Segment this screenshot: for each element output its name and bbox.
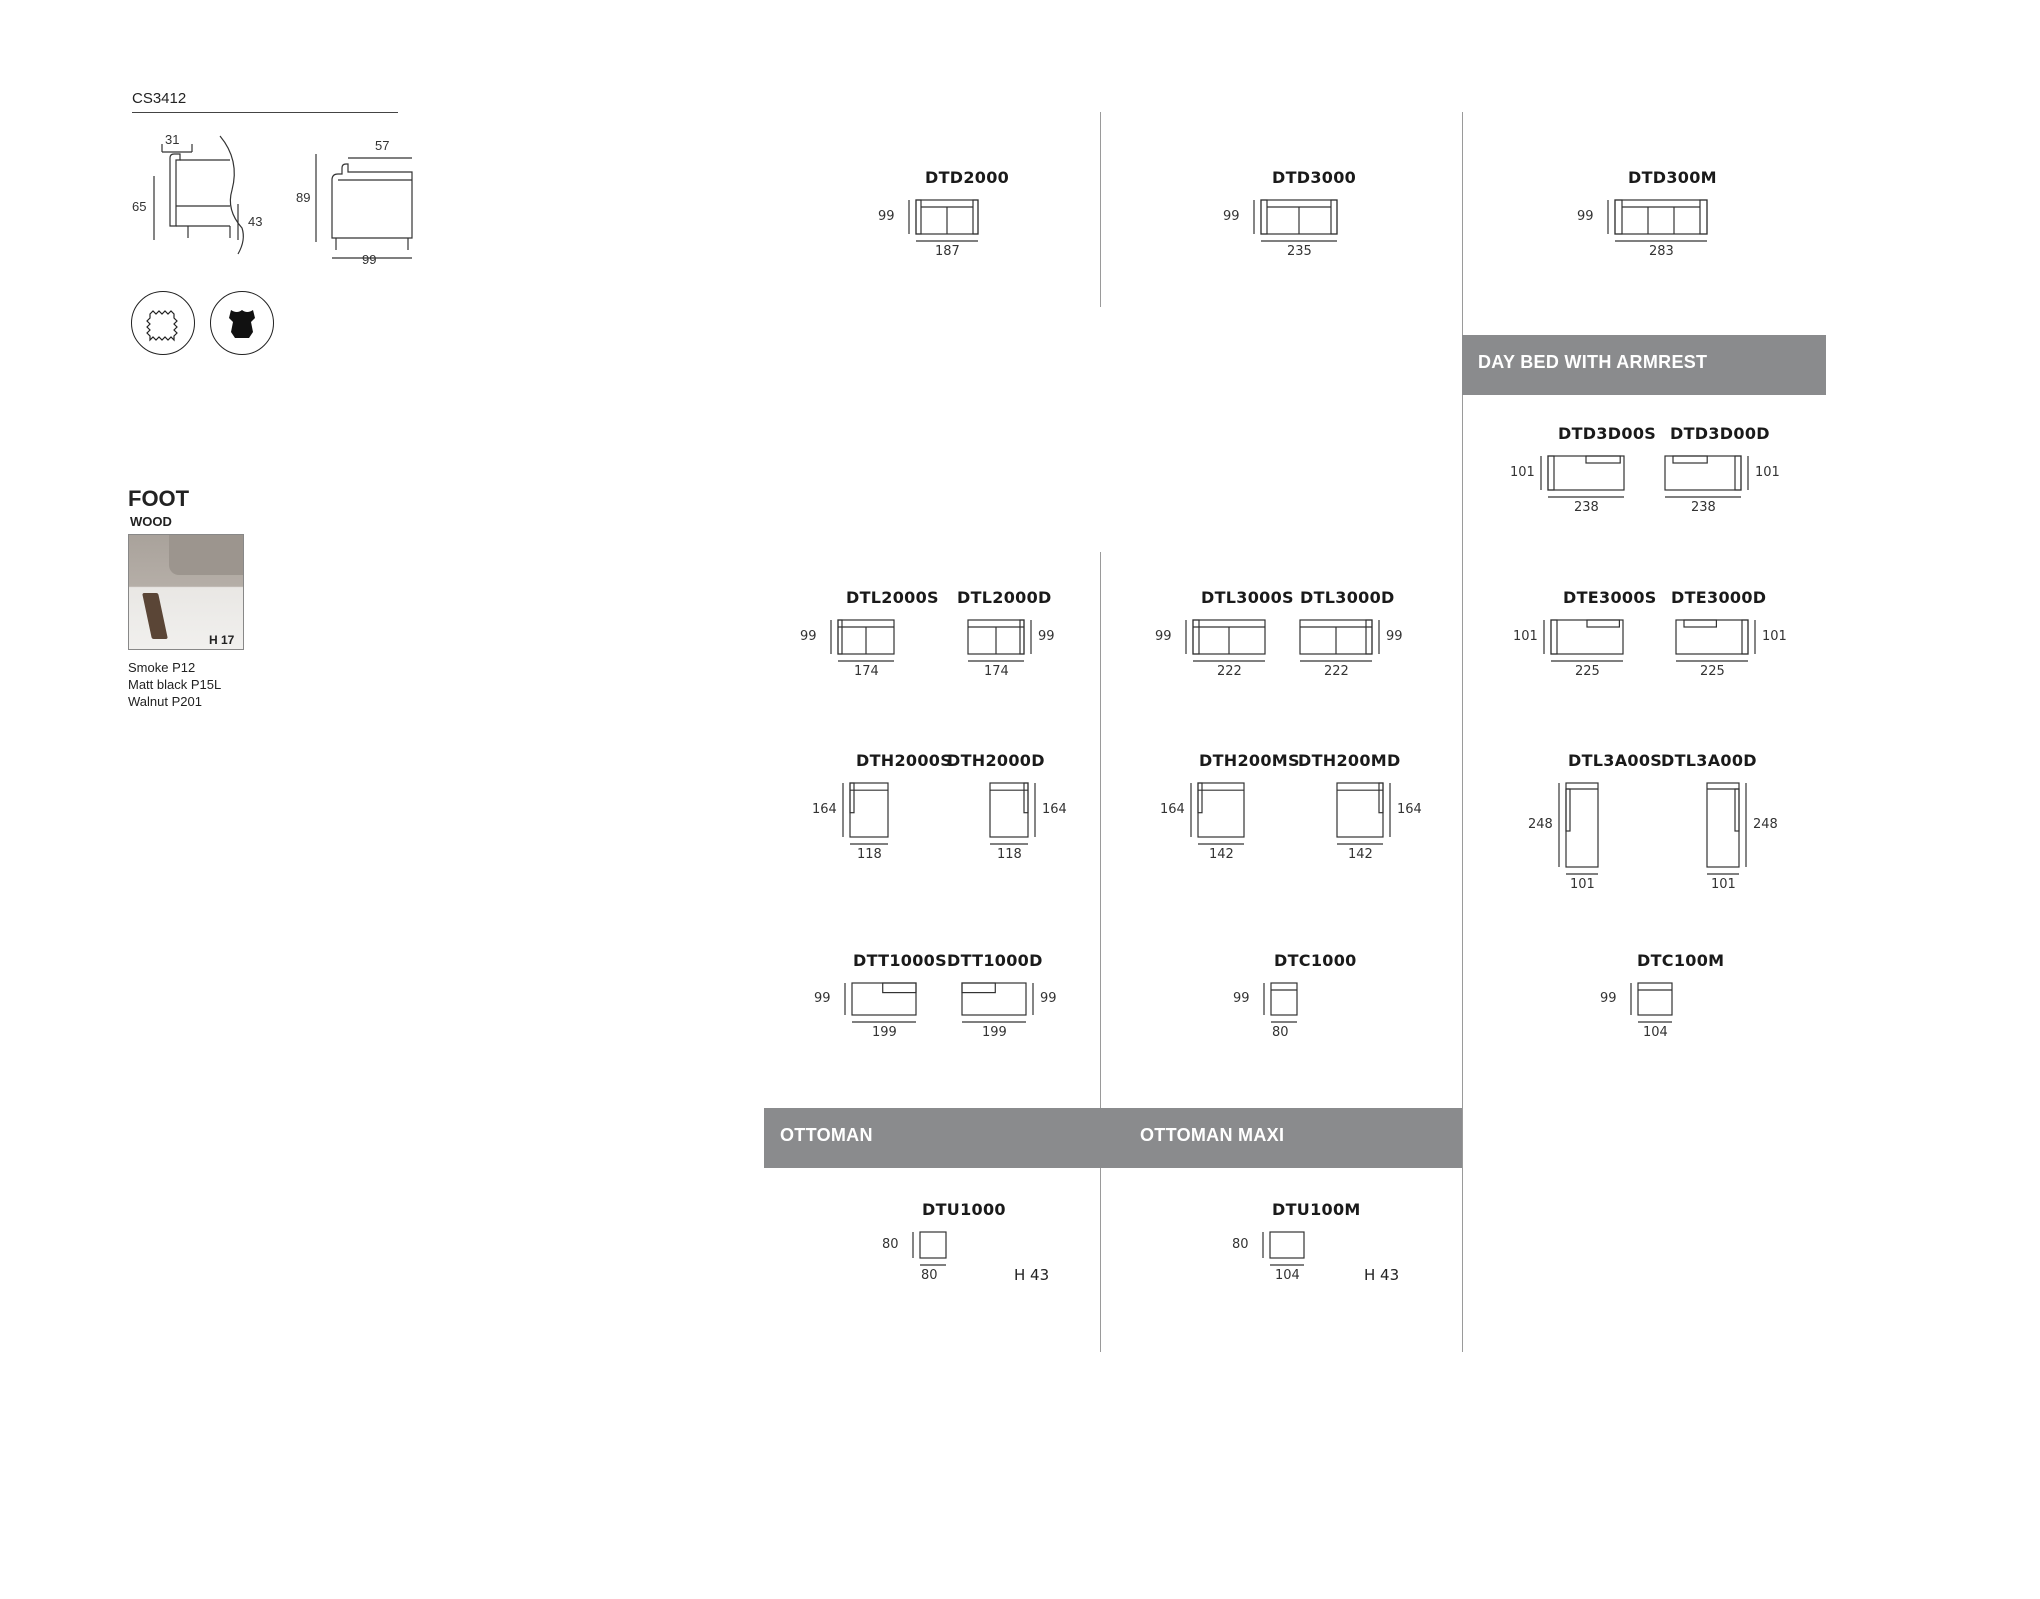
module-drawing [1537, 606, 1637, 668]
module-depth-dim: 99 [1233, 991, 1250, 1006]
side-profile-drawing [312, 150, 422, 260]
dim-seat-back-height: 65 [132, 199, 147, 214]
module-drawing [1552, 769, 1612, 881]
module-drawing [1624, 969, 1686, 1029]
module-width-dim: 101 [1570, 877, 1595, 892]
dim-arm-width: 31 [165, 132, 180, 147]
module-width-dim: 101 [1711, 877, 1736, 892]
module-depth-dim: 164 [1160, 802, 1185, 817]
model-divider [132, 112, 398, 113]
foot-title: FOOT [128, 486, 190, 511]
module-code: DTL2000S [846, 588, 939, 607]
module-depth-dim: 99 [1155, 629, 1172, 644]
module-drawing [1257, 969, 1311, 1029]
module-code: DTD2000 [925, 168, 1010, 187]
module-width-dim: 104 [1275, 1268, 1300, 1283]
module-width-dim: 225 [1575, 664, 1600, 679]
model-code: CS3412 [132, 90, 187, 107]
module-code: DTD3D00S [1558, 424, 1657, 443]
module-drawing [1179, 606, 1279, 668]
module-code: DTL3A00S [1568, 751, 1663, 770]
fabric-icon [131, 291, 195, 355]
foot-material: WOOD [130, 514, 172, 529]
section-title: OTTOMAN [780, 1125, 873, 1145]
section-title: OTTOMAN MAXI [1140, 1125, 1285, 1145]
foot-finish-item: Matt black P15L [128, 677, 222, 692]
module-code: DTH2000S [856, 751, 953, 770]
module-depth-dim: 80 [882, 1237, 899, 1252]
section-header-day-bed [1462, 335, 1826, 395]
module-drawing [1651, 442, 1755, 504]
column-divider [1100, 552, 1101, 1352]
module-depth-dim: 99 [1223, 209, 1240, 224]
module-width-dim: 80 [1272, 1025, 1289, 1040]
module-code: DTL2000D [957, 588, 1052, 607]
module-drawing [824, 606, 908, 668]
module-width-dim: 199 [872, 1025, 897, 1040]
module-code: DTT1000S [853, 951, 947, 970]
module-drawing [1323, 769, 1397, 851]
dim-total-height: 89 [296, 190, 311, 205]
module-depth-dim: 101 [1762, 629, 1787, 644]
module-width-dim: 238 [1574, 500, 1599, 515]
module-depth-dim: 99 [1040, 991, 1057, 1006]
module-code: DTH200MD [1298, 751, 1401, 770]
module-code: DTC1000 [1274, 951, 1357, 970]
module-depth-dim: 164 [1042, 802, 1067, 817]
module-depth-dim: 80 [1232, 1237, 1249, 1252]
module-code: DTL3A00D [1661, 751, 1757, 770]
dim-depth-top: 57 [375, 138, 390, 153]
module-drawing [1256, 1218, 1318, 1272]
module-depth-dim: 164 [1397, 802, 1422, 817]
leather-icon [210, 291, 274, 355]
module-height-dim: H 43 [1014, 1266, 1050, 1284]
module-width-dim: 142 [1209, 847, 1234, 862]
module-depth-dim: 101 [1510, 465, 1535, 480]
module-code: DTT1000D [947, 951, 1043, 970]
module-width-dim: 80 [921, 1268, 938, 1283]
module-width-dim: 199 [982, 1025, 1007, 1040]
module-depth-dim: 99 [1600, 991, 1617, 1006]
module-width-dim: 187 [935, 244, 960, 259]
column-divider [1100, 112, 1101, 307]
module-code: DTE3000S [1563, 588, 1657, 607]
module-code: DTD3000 [1272, 168, 1357, 187]
module-width-dim: 283 [1649, 244, 1674, 259]
module-code: DTH2000D [947, 751, 1045, 770]
module-width-dim: 104 [1643, 1025, 1668, 1040]
module-width-dim: 142 [1348, 847, 1373, 862]
column-divider [1462, 112, 1463, 1352]
module-depth-dim: 99 [814, 991, 831, 1006]
module-depth-dim: 101 [1513, 629, 1538, 644]
module-depth-dim: 99 [1577, 209, 1594, 224]
section-title: DAY BED WITH ARMREST [1478, 352, 1708, 372]
module-depth-dim: 99 [878, 209, 895, 224]
module-code: DTL3000S [1201, 588, 1294, 607]
module-drawing [1247, 186, 1351, 248]
module-code: DTE3000D [1671, 588, 1767, 607]
module-code: DTC100M [1637, 951, 1725, 970]
module-width-dim: 222 [1217, 664, 1242, 679]
module-code: DTU1000 [922, 1200, 1006, 1219]
module-depth-dim: 101 [1755, 465, 1780, 480]
dim-seat-height: 43 [248, 214, 263, 229]
dim-total-depth: 99 [362, 252, 377, 267]
module-drawing [1534, 442, 1638, 504]
module-drawing [836, 769, 902, 851]
module-drawing [954, 606, 1038, 668]
module-width-dim: 225 [1700, 664, 1725, 679]
module-depth-dim: 248 [1528, 817, 1553, 832]
foot-height-label: H 17 [209, 633, 235, 647]
module-width-dim: 118 [857, 847, 882, 862]
module-width-dim: 238 [1691, 500, 1716, 515]
module-drawing [948, 969, 1040, 1029]
module-drawing [906, 1218, 960, 1272]
module-code: DTH200MS [1199, 751, 1300, 770]
module-height-dim: H 43 [1364, 1266, 1400, 1284]
module-code: DTL3000D [1300, 588, 1395, 607]
module-drawing [838, 969, 930, 1029]
module-depth-dim: 248 [1753, 817, 1778, 832]
module-drawing [1601, 186, 1721, 248]
module-drawing [976, 769, 1042, 851]
module-depth-dim: 99 [1038, 629, 1055, 644]
module-code: DTU100M [1272, 1200, 1361, 1219]
module-code: DTD3D00D [1670, 424, 1770, 443]
armrest-profile-drawing [150, 130, 250, 260]
module-drawing [902, 186, 992, 248]
module-width-dim: 235 [1287, 244, 1312, 259]
module-width-dim: 174 [854, 664, 879, 679]
module-depth-dim: 164 [812, 802, 837, 817]
foot-finish-item: Walnut P201 [128, 694, 202, 709]
foot-finish-item: Smoke P12 [128, 660, 196, 675]
module-drawing [1286, 606, 1386, 668]
module-width-dim: 222 [1324, 664, 1349, 679]
module-drawing [1662, 606, 1762, 668]
module-width-dim: 118 [997, 847, 1022, 862]
module-drawing [1693, 769, 1753, 881]
module-depth-dim: 99 [800, 629, 817, 644]
module-drawing [1184, 769, 1258, 851]
module-width-dim: 174 [984, 664, 1009, 679]
module-code: DTD300M [1628, 168, 1717, 187]
module-depth-dim: 99 [1386, 629, 1403, 644]
section-header-ottoman-row [764, 1108, 1462, 1168]
